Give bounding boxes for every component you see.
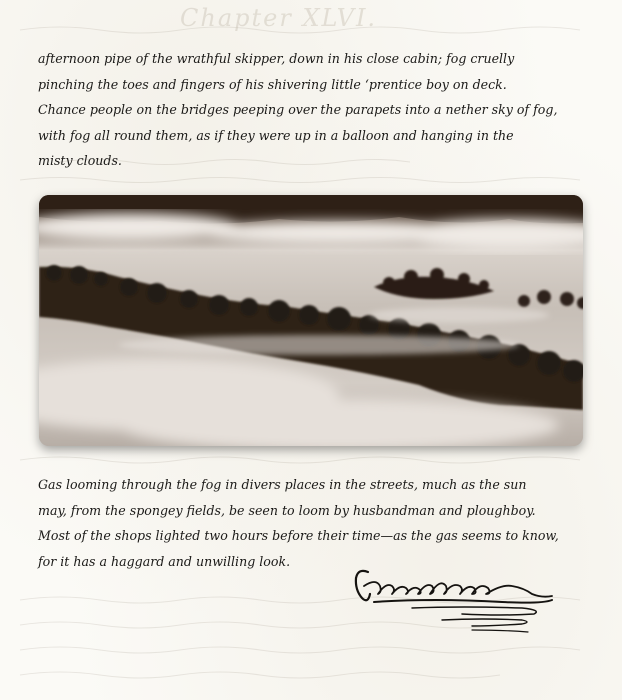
text-line: Most of the shops lighted two hours before their time—as the gas seems to know,: [38, 528, 559, 543]
fog-landscape-image: [39, 195, 583, 446]
paragraph-top: [38, 46, 557, 174]
text-line: misty clouds.: [38, 153, 122, 168]
text-line: pinching the toes and fingers of his shivering little ‘prentice boy on deck.: [38, 76, 507, 92]
text-line: Chance people on the bridges peeping over the parapets into a nether sky of fog,: [38, 102, 558, 117]
fog-forest-photo: [39, 195, 583, 446]
chapter-watermark: Chapter XLVI.: [180, 4, 378, 32]
text-line: for it has a haggard and unwilling look.: [38, 553, 291, 569]
text-line: may, from the spongey fields, be seen to loom by husbandman and ploughboy.: [38, 502, 536, 518]
text-line: Gas looming through the fog in divers places in the streets, much as the sun: [38, 477, 527, 492]
charles-dickens-signature: [352, 564, 562, 644]
paragraph-bottom: [38, 472, 559, 574]
text-line: with fog all round them, as if they were up in a balloon and hanging in the: [38, 127, 514, 143]
text-line: afternoon pipe of the wrathful skipper, down in his close cabin; fog cruelly: [38, 51, 515, 66]
